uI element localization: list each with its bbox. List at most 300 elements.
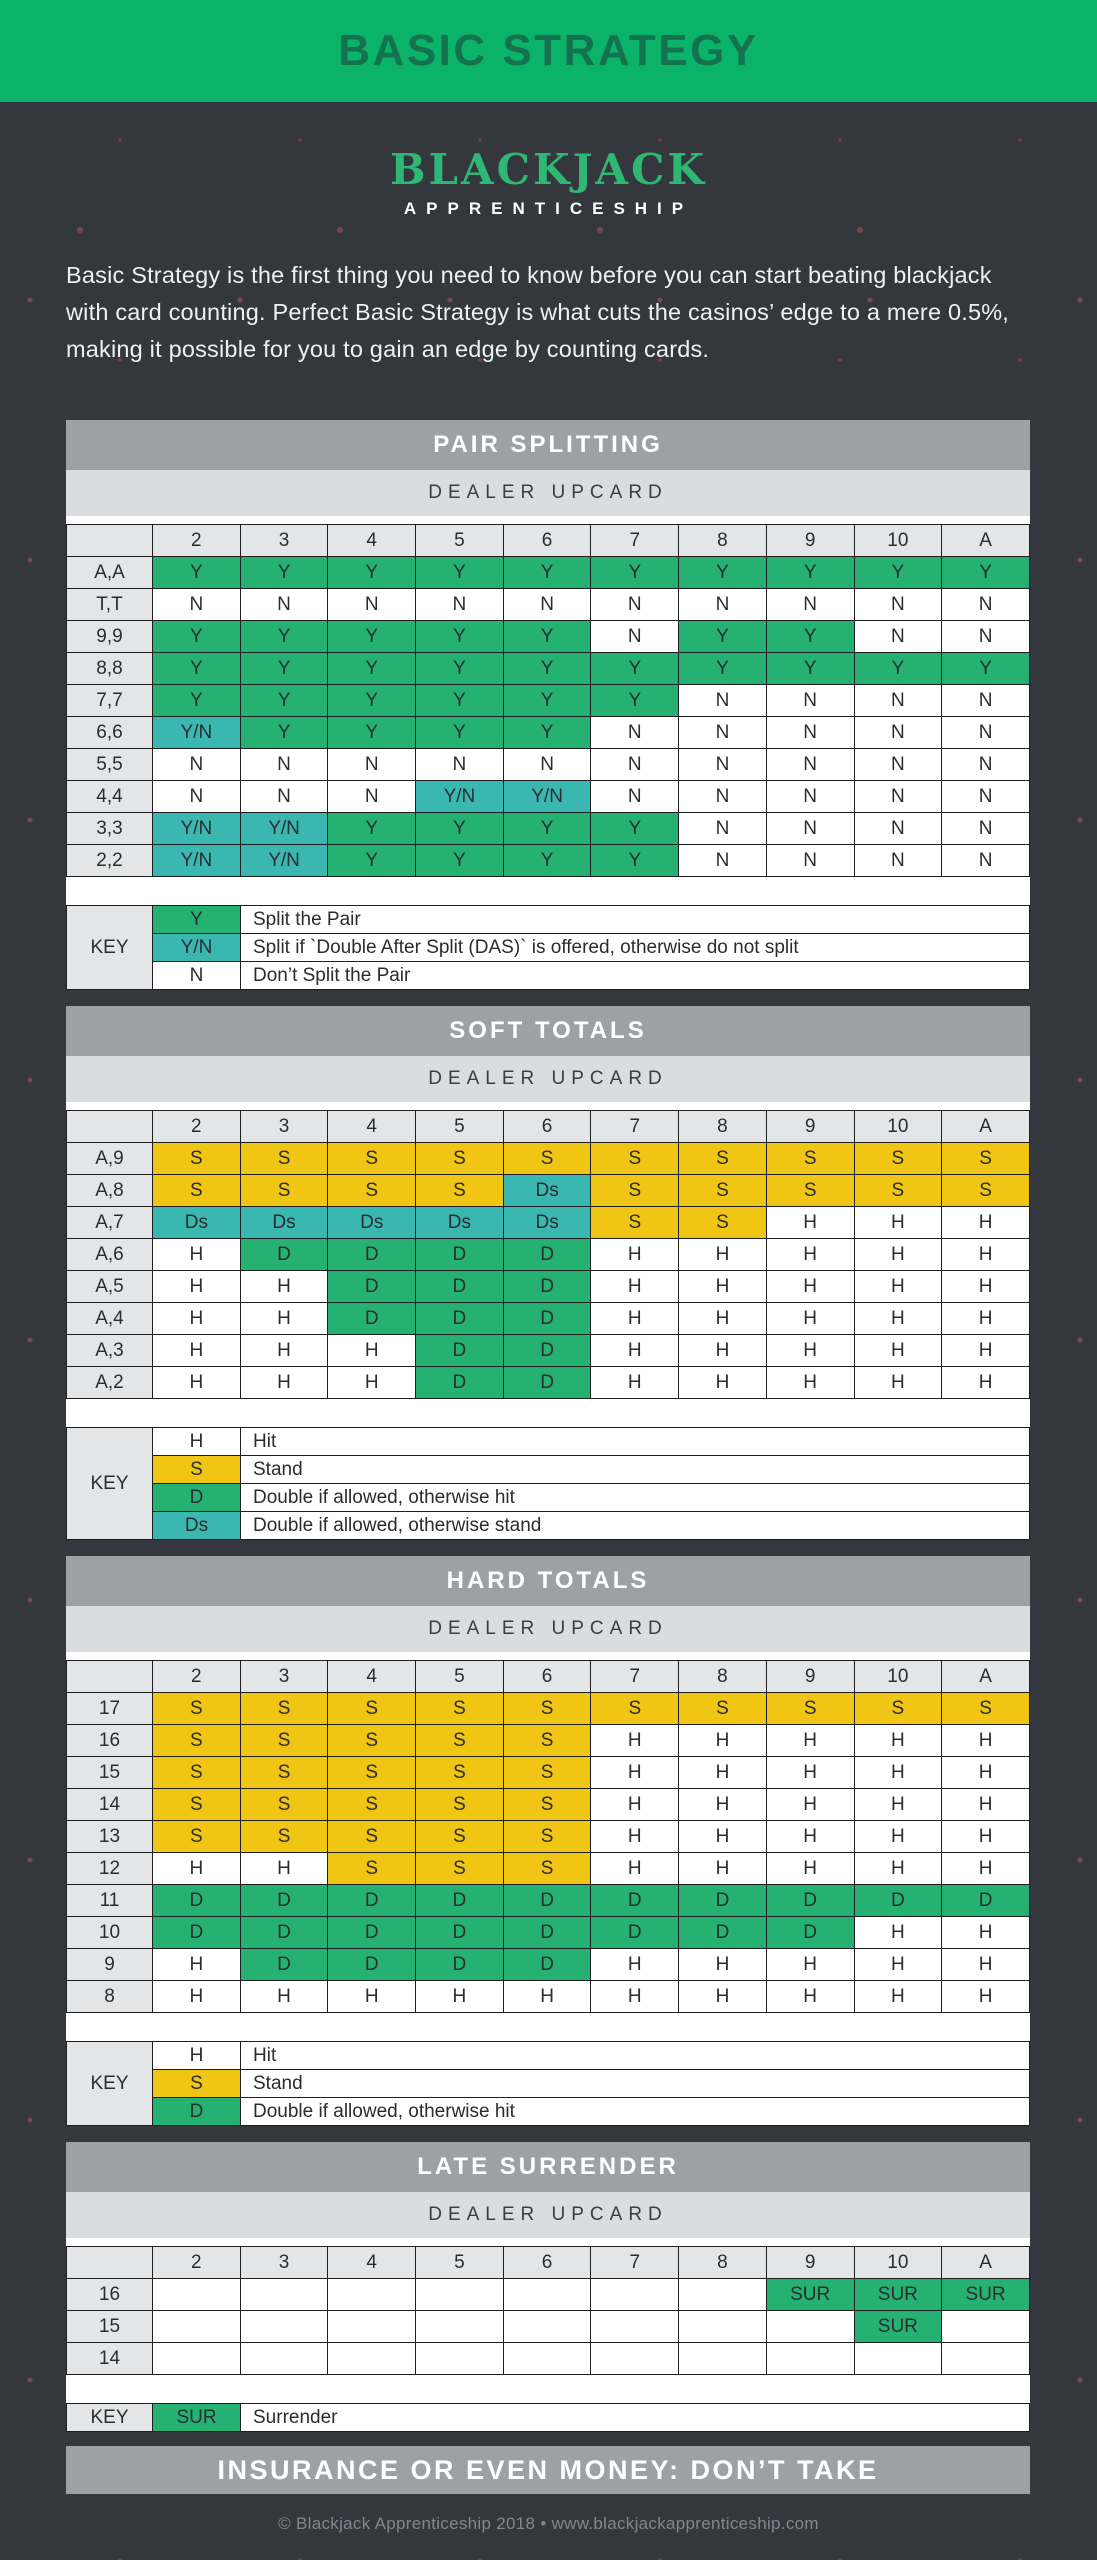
grid-cell: H	[328, 1367, 416, 1399]
grid-cell: H	[942, 1981, 1030, 2013]
key-description: Stand	[241, 1456, 1030, 1484]
grid-cell: H	[766, 1853, 854, 1885]
grid-cell: H	[942, 1207, 1030, 1239]
grid-cell: N	[679, 749, 767, 781]
grid-row	[67, 1693, 1030, 1725]
page-title: BASIC STRATEGY	[338, 26, 759, 75]
grid-col-header: 10	[854, 1661, 942, 1693]
key-description: Hit	[241, 1428, 1030, 1456]
grid-row	[67, 1271, 1030, 1303]
grid-cell: D	[766, 1917, 854, 1949]
footer-copyright: © Blackjack Apprenticeship 2018 • www.blackjackapprenticeship.com	[278, 2514, 819, 2533]
grid-row-label: 15	[67, 2311, 153, 2343]
key-row	[67, 1512, 1030, 1540]
brand-logo-subtitle: APPRENTICESHIP	[403, 199, 694, 218]
grid-col-header: 8	[679, 1111, 767, 1143]
grid-corner-cell	[67, 1661, 153, 1693]
grid-cell	[328, 2311, 416, 2343]
grid-row-label: 12	[67, 1853, 153, 1885]
grid-cell: Y	[416, 845, 504, 877]
grid-cell: D	[328, 1239, 416, 1271]
grid-cell: Y	[416, 557, 504, 589]
grid-row	[67, 2343, 1030, 2375]
key-row	[67, 2070, 1030, 2098]
grid-cell: N	[766, 845, 854, 877]
grid-col-header: 2	[153, 1661, 241, 1693]
grid-cell: H	[591, 1303, 679, 1335]
grid-cell: S	[416, 1175, 504, 1207]
grid-row	[67, 1885, 1030, 1917]
grid-cell: H	[854, 1789, 942, 1821]
grid-cell: Y	[416, 813, 504, 845]
grid-cell: S	[240, 1143, 328, 1175]
grid-cell: S	[240, 1693, 328, 1725]
grid-cell: Y	[416, 653, 504, 685]
grid-row	[67, 621, 1030, 653]
key-wrap-pair-splitting	[66, 877, 1030, 990]
grid-cell: D	[503, 1885, 591, 1917]
grid-cell: N	[679, 845, 767, 877]
grid-cell: H	[766, 1367, 854, 1399]
grid-cell: S	[591, 1207, 679, 1239]
grid-cell	[942, 2343, 1030, 2375]
grid-row-label: 14	[67, 1789, 153, 1821]
grid-cell: S	[503, 1725, 591, 1757]
grid-col-header: 4	[328, 1111, 416, 1143]
grid-cell: N	[416, 749, 504, 781]
grid-cell: D	[416, 1303, 504, 1335]
key-table-hard-totals	[66, 2041, 1030, 2126]
grid-row	[67, 781, 1030, 813]
grid-cell: D	[503, 1239, 591, 1271]
grid-cell: Y	[240, 717, 328, 749]
grid-cell: Y/N	[503, 781, 591, 813]
grid-cell: Y	[503, 717, 591, 749]
strategy-grid-pair-splitting	[66, 524, 1030, 877]
grid-cell: D	[328, 1271, 416, 1303]
grid-cell: Y/N	[416, 781, 504, 813]
key-swatch: S	[153, 2070, 241, 2098]
grid-header-row	[67, 525, 1030, 557]
grid-cell	[503, 2311, 591, 2343]
grid-cell	[328, 2343, 416, 2375]
grid-cell: Y	[766, 653, 854, 685]
grid-col-header: 7	[591, 525, 679, 557]
grid-cell: S	[328, 1853, 416, 1885]
grid-cell: D	[679, 1917, 767, 1949]
grid-cell: S	[766, 1693, 854, 1725]
grid-cell: SUR	[854, 2279, 942, 2311]
grid-cell: S	[942, 1175, 1030, 1207]
grid-cell: H	[766, 1949, 854, 1981]
grid-cell: Ds	[240, 1207, 328, 1239]
grid-cell: H	[942, 1367, 1030, 1399]
grid-cell: H	[679, 1949, 767, 1981]
grid-cell: S	[942, 1693, 1030, 1725]
grid-cell: Y	[942, 653, 1030, 685]
grid-cell: D	[416, 1239, 504, 1271]
grid-cell: H	[153, 1239, 241, 1271]
grid-cell: H	[854, 1207, 942, 1239]
key-wrap-late-surrender	[66, 2375, 1030, 2432]
grid-col-header: 7	[591, 1661, 679, 1693]
grid-cell: H	[328, 1981, 416, 2013]
grid-cell: D	[240, 1949, 328, 1981]
grid-cell: N	[153, 781, 241, 813]
grid-row-label: A,7	[67, 1207, 153, 1239]
grid-col-header: 5	[416, 525, 504, 557]
grid-cell: D	[328, 1303, 416, 1335]
grid-corner-cell	[67, 525, 153, 557]
grid-cell: N	[153, 749, 241, 781]
grid-cell: H	[942, 1757, 1030, 1789]
grid-cell: Y/N	[240, 845, 328, 877]
grid-cell: H	[591, 1789, 679, 1821]
grid-cell: H	[942, 1821, 1030, 1853]
grid-cell: Y	[766, 621, 854, 653]
grid-cell: H	[766, 1725, 854, 1757]
grid-cell: S	[416, 1143, 504, 1175]
grid-cell: H	[679, 1821, 767, 1853]
grid-row	[67, 1207, 1030, 1239]
grid-cell: Ds	[503, 1207, 591, 1239]
grid-cell: Y	[679, 621, 767, 653]
grid-cell: H	[679, 1725, 767, 1757]
grid-row	[67, 813, 1030, 845]
grid-cell: S	[328, 1175, 416, 1207]
section-soft-totals	[66, 1006, 1030, 1540]
grid-cell: S	[766, 1143, 854, 1175]
brand-logo-wordmark: BLACKJACK	[390, 145, 707, 194]
grid-cell: Y	[591, 845, 679, 877]
grid-cell	[679, 2311, 767, 2343]
grid-cell	[416, 2311, 504, 2343]
grid-col-header: 8	[679, 2247, 767, 2279]
key-label: KEY	[67, 2404, 153, 2432]
grid-cell: H	[416, 1981, 504, 2013]
grid-cell: S	[679, 1175, 767, 1207]
grid-col-header: 9	[766, 1661, 854, 1693]
insurance-banner: INSURANCE OR EVEN MONEY: DON’T TAKE	[66, 2446, 1030, 2494]
grid-cell: S	[591, 1693, 679, 1725]
grid-cell: H	[240, 1367, 328, 1399]
grid-cell: S	[328, 1693, 416, 1725]
grid-cell: S	[240, 1757, 328, 1789]
grid-cell: Y	[591, 813, 679, 845]
grid-cell: N	[328, 589, 416, 621]
grid-cell: S	[503, 1821, 591, 1853]
grid-wrap-soft-totals	[66, 1102, 1030, 1399]
grid-col-header: A	[942, 1111, 1030, 1143]
grid-row-label: 10	[67, 1917, 153, 1949]
grid-cell: S	[416, 1725, 504, 1757]
section-hard-totals	[66, 1556, 1030, 2126]
grid-col-header: 6	[503, 1661, 591, 1693]
grid-row-label: 8	[67, 1981, 153, 2013]
grid-cell: Y	[328, 621, 416, 653]
grid-cell: S	[328, 1725, 416, 1757]
grid-cell: Y	[240, 653, 328, 685]
key-wrap-hard-totals	[66, 2013, 1030, 2126]
key-description: Split if `Double After Split (DAS)` is offered, otherwise do not split	[241, 934, 1030, 962]
grid-col-header: 10	[854, 525, 942, 557]
grid-cell: N	[854, 621, 942, 653]
grid-cell: H	[240, 1335, 328, 1367]
grid-cell: H	[591, 1725, 679, 1757]
grid-cell: N	[240, 589, 328, 621]
grid-cell: H	[942, 1949, 1030, 1981]
grid-row-label: A,2	[67, 1367, 153, 1399]
grid-cell: H	[854, 1367, 942, 1399]
grid-cell: H	[240, 1303, 328, 1335]
grid-cell: H	[766, 1303, 854, 1335]
strategy-grid-late-surrender	[66, 2246, 1030, 2375]
grid-cell: Y	[854, 557, 942, 589]
grid-cell: Y	[240, 685, 328, 717]
strategy-grid-soft-totals	[66, 1110, 1030, 1399]
grid-cell: N	[240, 781, 328, 813]
grid-cell	[679, 2279, 767, 2311]
grid-cell: H	[942, 1303, 1030, 1335]
key-description: Double if allowed, otherwise stand	[241, 1512, 1030, 1540]
grid-row-label: 8,8	[67, 653, 153, 685]
grid-wrap-late-surrender	[66, 2238, 1030, 2375]
grid-cell: H	[591, 1367, 679, 1399]
grid-col-header: 9	[766, 525, 854, 557]
grid-cell: N	[942, 845, 1030, 877]
dealer-upcard-label: DEALER UPCARD	[66, 470, 1030, 516]
key-swatch: H	[153, 1428, 241, 1456]
grid-cell: D	[416, 1335, 504, 1367]
grid-cell: S	[503, 1789, 591, 1821]
key-description: Don’t Split the Pair	[241, 962, 1030, 990]
dealer-upcard-label: DEALER UPCARD	[66, 1606, 1030, 1652]
grid-cell: Y	[328, 557, 416, 589]
grid-cell: S	[416, 1853, 504, 1885]
grid-cell: N	[942, 589, 1030, 621]
grid-row	[67, 749, 1030, 781]
grid-row	[67, 1239, 1030, 1271]
grid-cell: N	[854, 589, 942, 621]
grid-cell: S	[591, 1175, 679, 1207]
grid-cell: Y	[328, 653, 416, 685]
key-wrap-soft-totals	[66, 1399, 1030, 1540]
grid-cell: S	[854, 1175, 942, 1207]
grid-cell: D	[416, 1949, 504, 1981]
grid-cell: Y/N	[240, 813, 328, 845]
grid-cell: Y	[679, 557, 767, 589]
key-swatch: N	[153, 962, 241, 990]
grid-cell	[854, 2343, 942, 2375]
grid-cell: N	[679, 813, 767, 845]
key-description: Stand	[241, 2070, 1030, 2098]
grid-cell: Ds	[416, 1207, 504, 1239]
grid-cell: H	[766, 1821, 854, 1853]
grid-cell: N	[153, 589, 241, 621]
grid-cell: D	[503, 1335, 591, 1367]
grid-col-header: 3	[240, 1661, 328, 1693]
grid-cell: D	[503, 1917, 591, 1949]
grid-row-label: 16	[67, 2279, 153, 2311]
grid-cell: Y	[766, 557, 854, 589]
grid-cell: N	[766, 813, 854, 845]
key-row	[67, 906, 1030, 934]
grid-cell: H	[854, 1303, 942, 1335]
grid-cell: S	[240, 1789, 328, 1821]
grid-cell	[153, 2279, 241, 2311]
grid-row-label: 17	[67, 1693, 153, 1725]
section-pair-splitting	[66, 420, 1030, 990]
key-label: KEY	[67, 1428, 153, 1540]
grid-cell: H	[240, 1853, 328, 1885]
key-row	[67, 1428, 1030, 1456]
grid-cell	[240, 2343, 328, 2375]
grid-cell: SUR	[942, 2279, 1030, 2311]
grid-row-label: 14	[67, 2343, 153, 2375]
grid-cell: H	[766, 1335, 854, 1367]
grid-cell: S	[679, 1143, 767, 1175]
grid-cell: N	[854, 781, 942, 813]
grid-row	[67, 1335, 1030, 1367]
grid-cell: N	[942, 717, 1030, 749]
grid-cell: H	[240, 1981, 328, 2013]
grid-col-header: 6	[503, 1111, 591, 1143]
grid-cell: H	[854, 1917, 942, 1949]
grid-row-label: 13	[67, 1821, 153, 1853]
grid-cell: S	[416, 1821, 504, 1853]
grid-cell: H	[153, 1853, 241, 1885]
grid-row-label: A,A	[67, 557, 153, 589]
grid-row-label: 3,3	[67, 813, 153, 845]
grid-row	[67, 1917, 1030, 1949]
grid-cell: S	[679, 1207, 767, 1239]
grid-row	[67, 1175, 1030, 1207]
grid-cell: H	[942, 1789, 1030, 1821]
grid-row	[67, 1981, 1030, 2013]
grid-cell: N	[591, 589, 679, 621]
key-row	[67, 1484, 1030, 1512]
grid-cell: D	[854, 1885, 942, 1917]
key-description: Double if allowed, otherwise hit	[241, 2098, 1030, 2126]
grid-cell: D	[328, 1885, 416, 1917]
grid-cell: N	[679, 685, 767, 717]
grid-wrap-pair-splitting	[66, 516, 1030, 877]
grid-cell: H	[679, 1239, 767, 1271]
grid-cell: H	[942, 1271, 1030, 1303]
grid-cell: Y	[328, 845, 416, 877]
grid-row	[67, 717, 1030, 749]
grid-cell: H	[766, 1207, 854, 1239]
grid-col-header: 4	[328, 2247, 416, 2279]
grid-col-header: 3	[240, 2247, 328, 2279]
grid-cell: H	[942, 1239, 1030, 1271]
grid-cell: H	[679, 1853, 767, 1885]
grid-cell: H	[153, 1303, 241, 1335]
key-swatch: H	[153, 2042, 241, 2070]
grid-cell: Y	[328, 717, 416, 749]
grid-cell: Y	[503, 813, 591, 845]
key-row	[67, 934, 1030, 962]
grid-cell: Y/N	[153, 845, 241, 877]
grid-cell: H	[591, 1757, 679, 1789]
grid-cell: N	[766, 589, 854, 621]
grid-cell: D	[766, 1885, 854, 1917]
grid-cell: Y	[416, 621, 504, 653]
grid-cell: Y	[503, 845, 591, 877]
grid-cell: Y	[503, 557, 591, 589]
key-description: Double if allowed, otherwise hit	[241, 1484, 1030, 1512]
grid-row	[67, 1821, 1030, 1853]
grid-cell: S	[854, 1693, 942, 1725]
strategy-grid-hard-totals	[66, 1660, 1030, 2013]
grid-cell: N	[854, 685, 942, 717]
grid-cell	[153, 2311, 241, 2343]
grid-col-header: 4	[328, 1661, 416, 1693]
grid-cell: Y	[153, 685, 241, 717]
grid-row	[67, 1143, 1030, 1175]
grid-row-label: A,8	[67, 1175, 153, 1207]
grid-cell: D	[416, 1367, 504, 1399]
grid-corner-cell	[67, 1111, 153, 1143]
grid-cell	[942, 2311, 1030, 2343]
grid-cell: N	[591, 621, 679, 653]
grid-cell: S	[153, 1821, 241, 1853]
grid-cell: H	[854, 1239, 942, 1271]
grid-cell	[766, 2343, 854, 2375]
key-description: Split the Pair	[241, 906, 1030, 934]
grid-cell: D	[503, 1949, 591, 1981]
grid-cell: H	[679, 1271, 767, 1303]
grid-cell	[679, 2343, 767, 2375]
grid-col-header: 9	[766, 2247, 854, 2279]
grid-cell: Y	[503, 653, 591, 685]
grid-cell: N	[328, 781, 416, 813]
grid-cell: D	[416, 1271, 504, 1303]
grid-cell	[766, 2311, 854, 2343]
grid-cell: H	[766, 1271, 854, 1303]
grid-cell: Y	[416, 685, 504, 717]
grid-row-label: A,4	[67, 1303, 153, 1335]
grid-cell: S	[153, 1757, 241, 1789]
grid-col-header: 2	[153, 2247, 241, 2279]
grid-col-header: 2	[153, 525, 241, 557]
grid-row	[67, 2279, 1030, 2311]
grid-cell: N	[240, 749, 328, 781]
grid-cell: Y	[416, 717, 504, 749]
grid-row-label: 7,7	[67, 685, 153, 717]
grid-cell: D	[153, 1917, 241, 1949]
grid-row	[67, 1303, 1030, 1335]
grid-cell: S	[240, 1821, 328, 1853]
grid-col-header: 6	[503, 525, 591, 557]
grid-cell: Y	[854, 653, 942, 685]
grid-row-label: A,3	[67, 1335, 153, 1367]
grid-cell: S	[153, 1175, 241, 1207]
grid-cell: H	[153, 1949, 241, 1981]
grid-cell: H	[679, 1757, 767, 1789]
grid-cell: D	[328, 1917, 416, 1949]
key-row	[67, 2404, 1030, 2432]
grid-cell: S	[153, 1143, 241, 1175]
grid-row	[67, 1789, 1030, 1821]
grid-cell: Y/N	[153, 813, 241, 845]
grid-cell	[503, 2279, 591, 2311]
grid-cell: D	[942, 1885, 1030, 1917]
grid-cell: H	[854, 1853, 942, 1885]
grid-cell: N	[679, 589, 767, 621]
grid-cell: S	[766, 1175, 854, 1207]
grid-cell: H	[854, 1271, 942, 1303]
